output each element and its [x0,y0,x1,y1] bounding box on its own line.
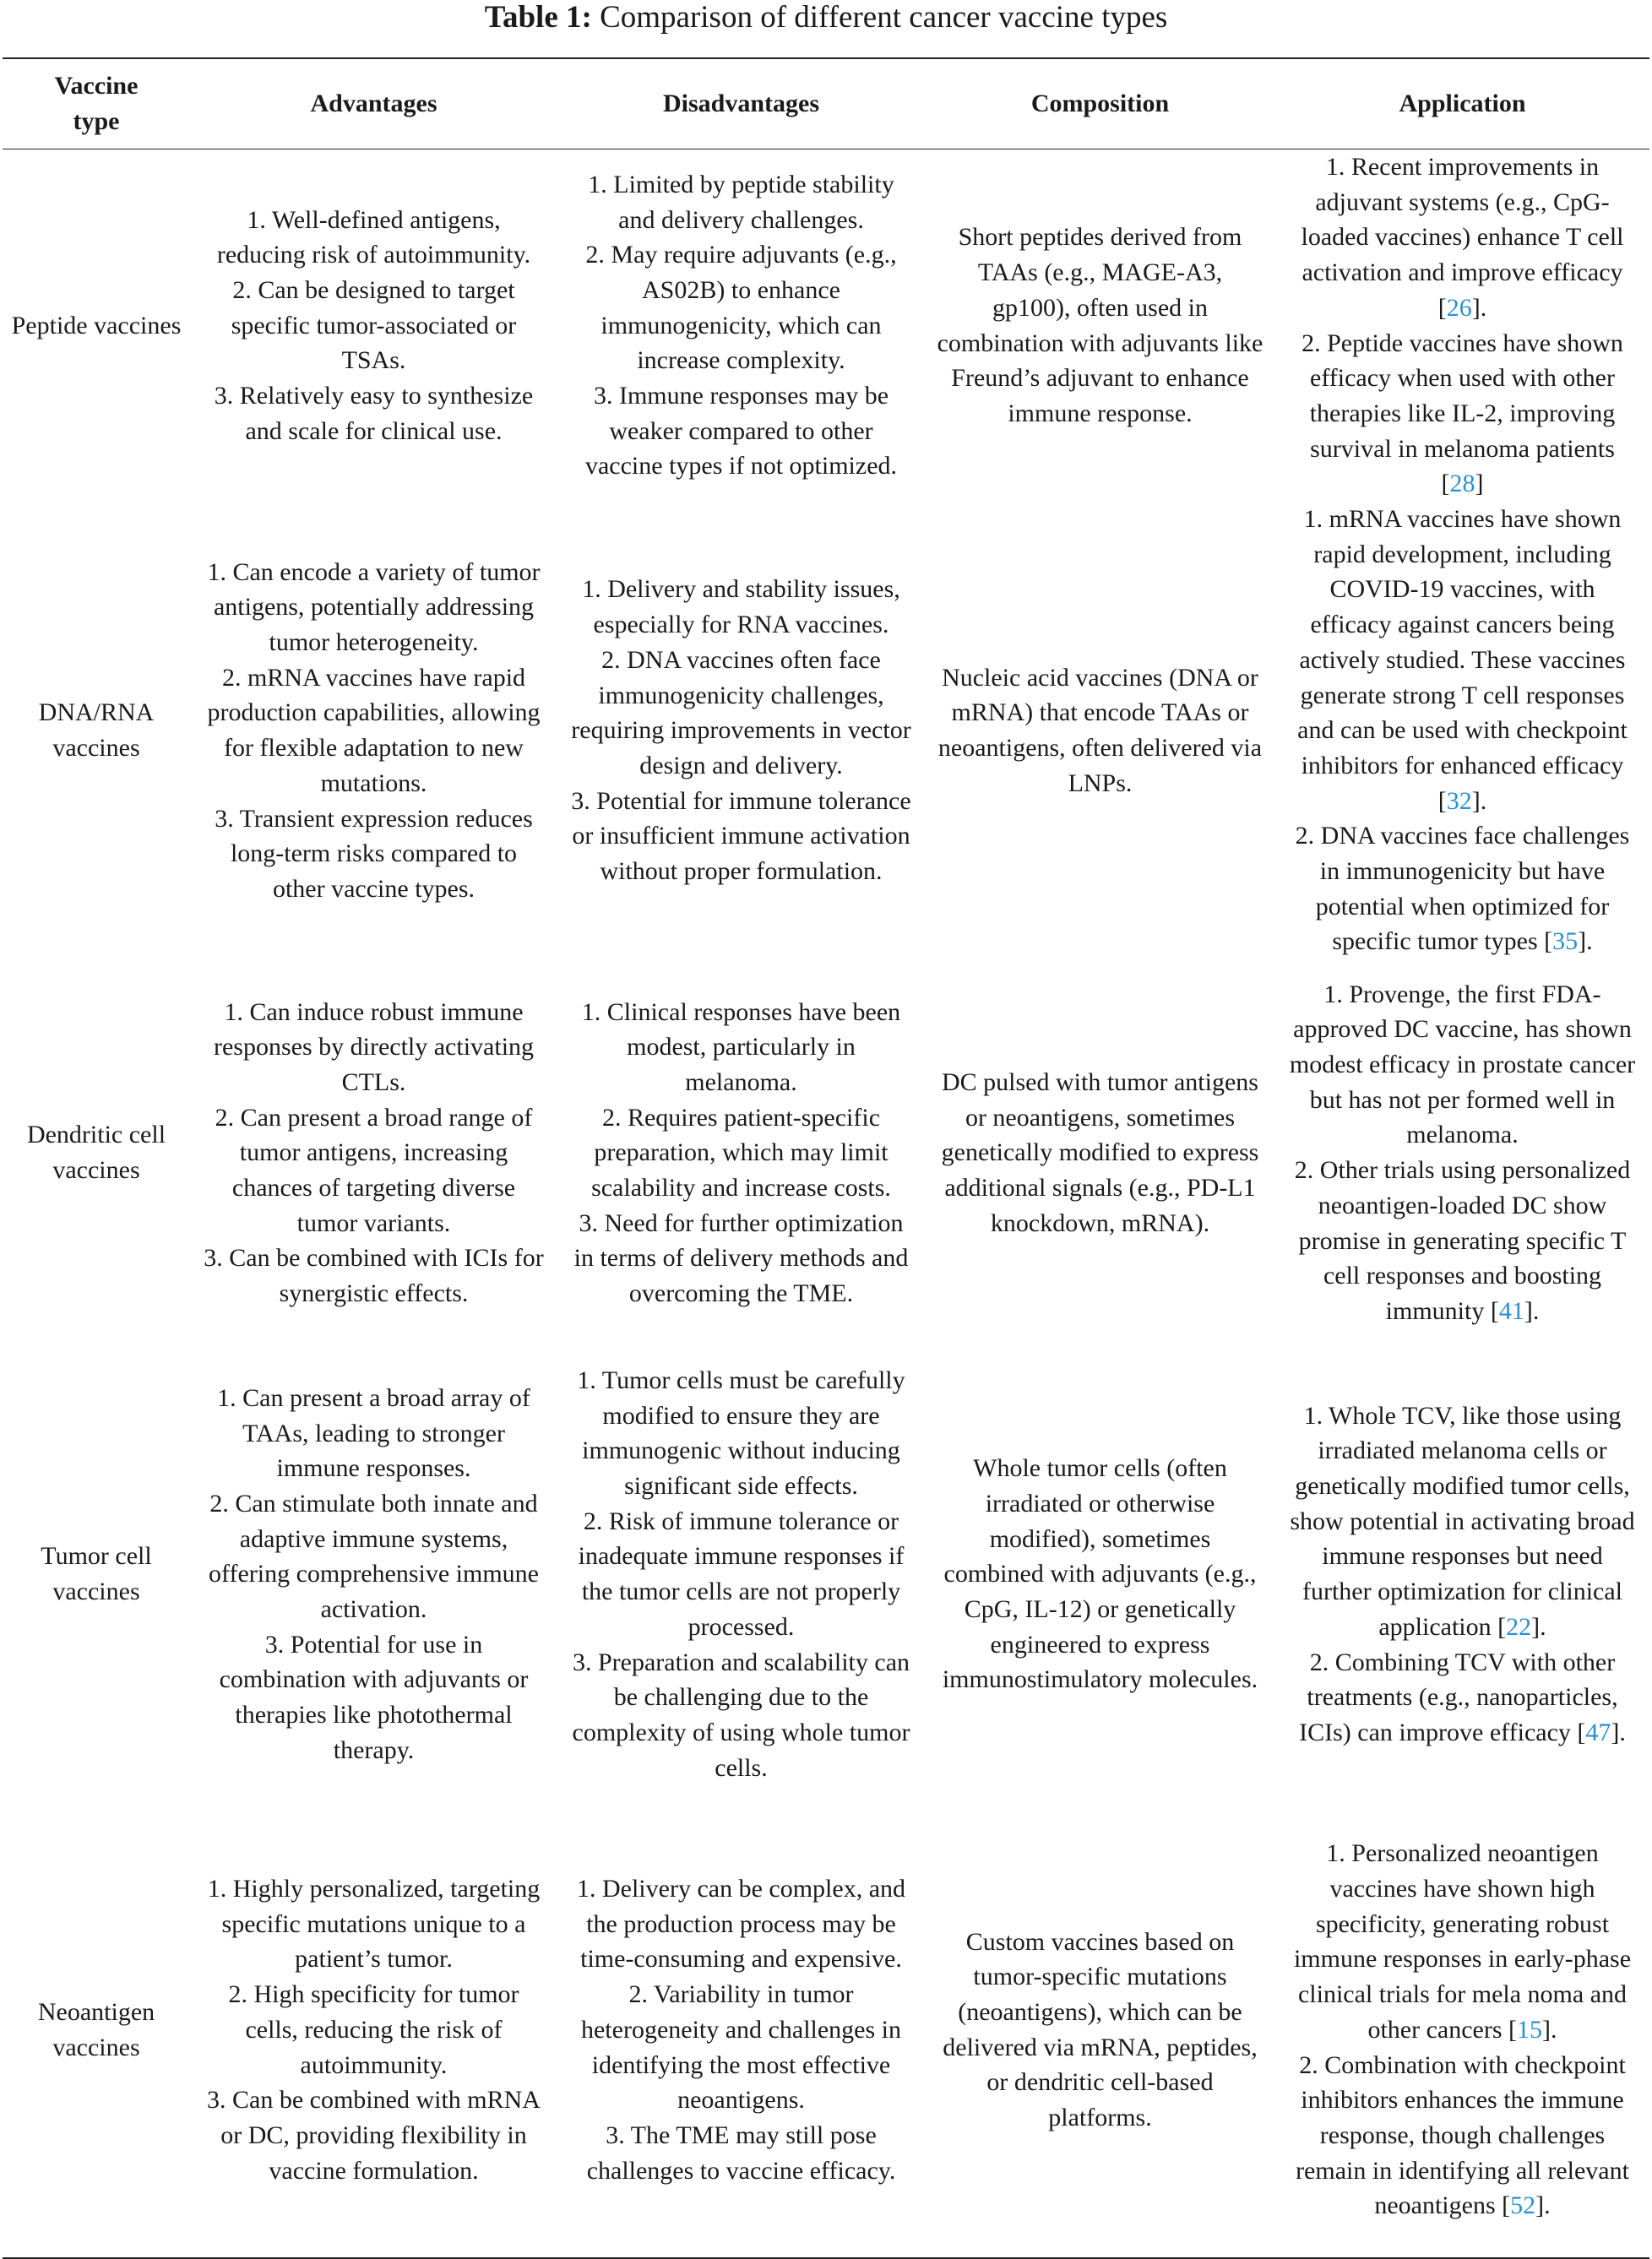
cell-vaccine-type: Tumor cell vaccines [41,1542,152,1606]
application-item: 1. Personalized neoantigen vaccines have shown high specificity, generating robust immune responses in early-phase clinical trials for mela noma and other cancers [15]. [1293,1839,1632,2044]
cell-disadvantages [557,1346,925,1802]
application-item: 1. Provenge, the first FDA-approved DC vaccine, has shown modest efficacy in prostate cancer but has not per formed well in melanoma. [1289,980,1636,1149]
header-application: Application [1275,58,1649,149]
advantages-item: 3. Transient expression reduces long-term risks compared to other vaccine types. [215,804,533,903]
citation-link[interactable]: 52 [1510,2191,1536,2220]
application-item: 2. Peptide vaccines have shown efficacy when used with other therapies like IL-2, improving survival in melanoma patients [28] [1301,329,1623,498]
advantages-item: 2. Can stimulate both innate and adaptive immune systems, offering comprehensive immune activation. [209,1489,539,1624]
composition-item: Nucleic acid vaccines (DNA or mRNA) that encode TAAs or neoantigens, often delivered via LNPs. [937,663,1263,797]
advantages-item: 3. Relatively easy to synthesize and scale for clinical use. [214,382,534,445]
disadvantages-item: 3. The TME may still pose challenges to vaccine efficacy. [586,2121,896,2185]
cell-advantages [190,959,557,1346]
application-item: 1. Whole TCV, like those using irradiated melanoma cells or genetically modified tumor cells, show potential in activating broad immune responses but need further optimization for clinical application [22]. [1290,1401,1635,1641]
composition-item: Custom vaccines based on tumor-specific mutations (neoantigens), which can be delivered via mRNA, peptides, or dendritic cell-based platforms. [943,1927,1258,2132]
cell-composition [925,149,1275,502]
citation-link[interactable]: 32 [1446,786,1472,815]
cell-advantages [190,1802,557,2258]
header-composition: Composition [925,58,1275,149]
cell-composition [925,502,1275,959]
cell-disadvantages [557,1802,925,2258]
disadvantages-item: 2. Variability in tumor heterogeneity and challenges in identifying the most effective neoantigens. [580,1980,901,2115]
cell-application [1275,502,1649,959]
application-item: 2. Other trials using personalized neoantigen-loaded DC show promise in generating specific T cell responses and boosting immunity [41]. [1294,1156,1631,1325]
disadvantages-item: 2. May require adjuvants (e.g., AS02B) to enhance immunogenicity, which can increase complexity. [585,241,897,375]
table-row [3,959,1649,1346]
cell-disadvantages [557,959,925,1346]
advantages-item: 1. Well-defined antigens, reducing risk of autoimmunity. [216,205,531,269]
application-item: 2. Combining TCV with other treatments (e.g., nanoparticles, ICIs) can improve efficacy [47]. [1299,1648,1626,1746]
table-row [3,502,1649,959]
advantages-item: 1. Highly personalized, targeting specific mutations unique to a patient’s tumor. [207,1875,541,1974]
cell-composition [925,1802,1275,2258]
disadvantages-item: 2. DNA vaccines often face immunogenicity challenges, requiring improvements in vector design and delivery. [571,645,911,779]
advantages-item: 1. Can present a broad array of TAAs, leading to stronger immune responses. [217,1383,530,1483]
citation-link[interactable]: 35 [1552,927,1579,956]
comparison-table [3,57,1649,2259]
disadvantages-item: 1. Limited by peptide stability and delivery challenges. [588,170,894,234]
cell-composition [925,959,1275,1346]
caption-text: Comparison of different cancer vaccine types [600,0,1168,35]
advantages-item: 1. Can encode a variety of tumor antigens, potentially addressing tumor heterogeneity. [207,557,541,656]
disadvantages-item: 1. Delivery can be complex, and the production process may be time-consuming and expensive. [576,1875,906,1974]
header-row [3,58,1649,149]
composition-item: DC pulsed with tumor antigens or neoantigens, sometimes genetically modified to express additional signals (e.g., PD-L1 knockdown, mRNA). [941,1067,1259,1237]
caption-label: Table 1: [484,0,592,35]
cell-disadvantages [557,149,925,502]
disadvantages-item: 3. Immune responses may be weaker compared to other vaccine types if not optimized. [584,382,898,481]
citation-link[interactable]: 22 [1506,1612,1532,1641]
cell-advantages [190,1346,557,1802]
application-item: 2. Combination with checkpoint inhibitors enhances the immune response, though challenges remain in identifying all relevant neoantigens [52]. [1296,2050,1629,2220]
cell-vaccine-type: Peptide vaccines [11,311,182,339]
header-disadvantages: Disadvantages [557,58,925,149]
advantages-item: 1. Can induce robust immune responses by directly activating CTLs. [213,997,535,1096]
table-row [3,1802,1649,2258]
advantages-item: 3. Can be combined with mRNA or DC, providing flexibility in vaccine formulation. [207,2086,541,2185]
advantages-item: 2. Can present a broad range of tumor antigens, increasing chances of targeting diverse tumor variants. [215,1103,533,1237]
header-vaccine-type: Vaccine type [3,58,190,149]
advantages-item: 2. Can be designed to target specific tumor-associated or TSAs. [231,275,517,375]
cell-application [1275,149,1649,502]
disadvantages-item: 2. Requires patient-specific preparation, which may limit scalability and increase costs. [591,1103,891,1203]
advantages-item: 3. Can be combined with ICIs for synergistic effects. [204,1244,544,1308]
cell-composition [925,1346,1275,1802]
cell-application [1275,959,1649,1346]
cell-application [1275,1802,1649,2258]
disadvantages-item: 3. Potential for immune tolerance or insufficient immune activation without proper formulation. [571,786,911,886]
cell-disadvantages [557,502,925,959]
composition-item: Whole tumor cells (often irradiated or otherwise modified), sometimes combined with adjuvants (e.g., CpG, IL-12) or genetically engineered to express immunostimulatory molecules. [942,1454,1258,1694]
cell-vaccine-type: Neoantigen vaccines [3,1802,190,2258]
citation-link[interactable]: 15 [1517,2015,1543,2044]
header-advantages: Advantages [190,58,557,149]
disadvantages-item: 2. Risk of immune tolerance or inadequate immune responses if the tumor cells are not properly processed. [578,1507,905,1641]
cell-advantages [190,502,557,959]
table-row [3,1346,1649,1802]
disadvantages-item: 1. Tumor cells must be carefully modified to ensure they are immunogenic without inducing significant side effects. [577,1366,905,1501]
cell-vaccine-type: DNA/RNA vaccines [38,698,155,763]
table-row [3,149,1649,502]
cell-application [1275,1346,1649,1802]
composition-item: Short peptides derived from TAAs (e.g., MAGE-A3, gp100), often used in combination with adjuvants like Freund’s adjuvant to enhance immune response. [937,223,1263,427]
application-item: 1. Recent improvements in adjuvant systems (e.g., CpG-loaded vaccines) enhance T cell activation and improve efficacy [26]. [1301,153,1624,322]
application-item: 1. mRNA vaccines have shown rapid development, including COVID-19 vaccines, with efficacy against cancers being actively studied. These vaccines generate strong T cell responses and can be used with checkpoint inhibitors for enhanced efficacy [32]. [1297,505,1628,815]
citation-link[interactable]: 47 [1585,1718,1611,1746]
advantages-item: 2. mRNA vaccines have rapid production capabilities, allowing for flexible adaptation to new mutations. [207,663,541,797]
citation-link[interactable]: 26 [1446,293,1472,322]
disadvantages-item: 1. Clinical responses have been modest, particularly in melanoma. [581,997,901,1096]
citation-link[interactable]: 41 [1498,1296,1524,1325]
cell-advantages [190,149,557,502]
advantages-item: 3. Potential for use in combination with adjuvants or therapies like photothermal therapy. [219,1630,529,1764]
application-item: 2. DNA vaccines face challenges in immunogenicity but have potential when optimized for specific tumor types [35]. [1295,822,1630,956]
disadvantages-item: 3. Preparation and scalability can be challenging due to the complexity of using whole tumor cells. [572,1648,910,1782]
cell-vaccine-type: Dendritic cell vaccines [26,1121,166,1185]
citation-link[interactable]: 28 [1449,470,1475,498]
table-caption [0,0,1652,39]
disadvantages-item: 1. Delivery and stability issues, especially for RNA vaccines. [582,575,900,639]
disadvantages-item: 3. Need for further optimization in terms of delivery methods and overcoming the TME. [573,1208,909,1308]
advantages-item: 2. High specificity for tumor cells, reducing the risk of autoimmunity. [228,1980,519,2079]
